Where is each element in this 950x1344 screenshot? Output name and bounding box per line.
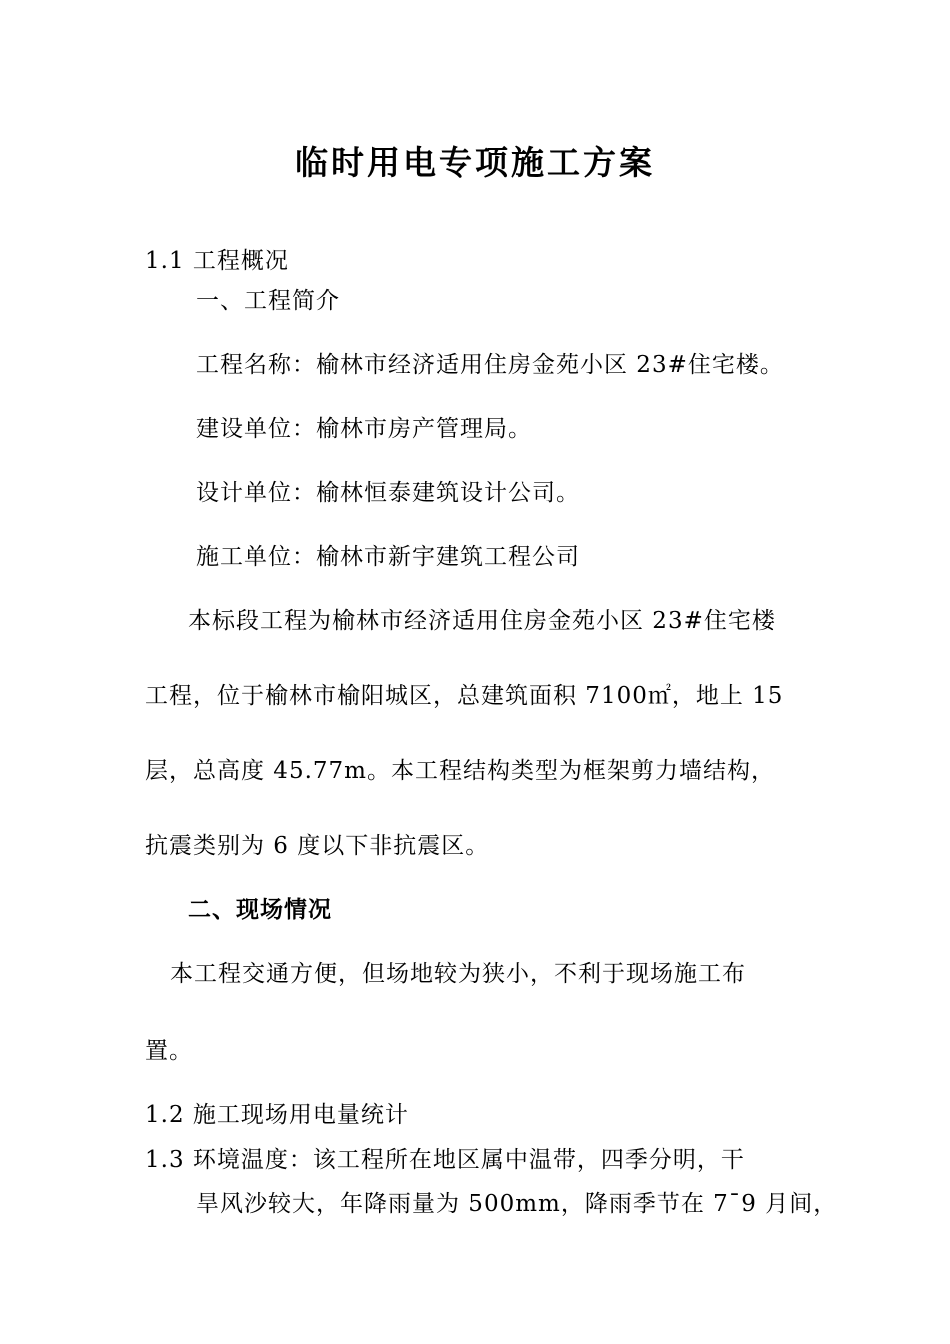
section-heading-1-2: 1.2 施工现场用电量统计 (145, 1102, 409, 1128)
section-heading-1-1: 1.1 工程概况 (145, 248, 289, 274)
paragraph-site-line: 置。 (145, 1038, 193, 1064)
section-1-3-continuation: 旱风沙较大，年降雨量为 500mm，降雨季节在 7¯9 月间， (196, 1191, 838, 1217)
contractor-line: 施工单位：榆林市新宇建筑工程公司 (196, 544, 580, 570)
paragraph-site-line: 本工程交通方便，但场地较为狭小，不利于现场施工布 (170, 961, 746, 987)
subheading-site-conditions: 二、现场情况 (188, 896, 332, 923)
paragraph-text: 工程，位于榆林市榆阳城区，总建筑面积 7100㎡ (145, 683, 672, 709)
paragraph-overview-line (145, 681, 783, 711)
section-heading-1-3: 1.3 环境温度：该工程所在地区属中温带，四季分明，干 (145, 1147, 745, 1173)
paragraph-text: ，地上 15 (671, 683, 784, 709)
project-name-line: 工程名称：榆林市经济适用住房金苑小区 23#住宅楼。 (196, 352, 784, 378)
builder-line: 建设单位：榆林市房产管理局。 (196, 416, 532, 442)
subheading-project-intro: 一、工程简介 (196, 288, 340, 314)
paragraph-overview-line: 层，总高度 45.77m。本工程结构类型为框架剪力墙结构， (145, 758, 775, 784)
paragraph-overview-line: 本标段工程为榆林市经济适用住房金苑小区 23#住宅楼 (188, 608, 776, 634)
paragraph-overview-line: 抗震类别为 6 度以下非抗震区。 (145, 833, 490, 859)
page-title: 临时用电专项施工方案 (295, 143, 655, 182)
designer-line: 设计单位：榆林恒泰建筑设计公司。 (196, 480, 580, 506)
